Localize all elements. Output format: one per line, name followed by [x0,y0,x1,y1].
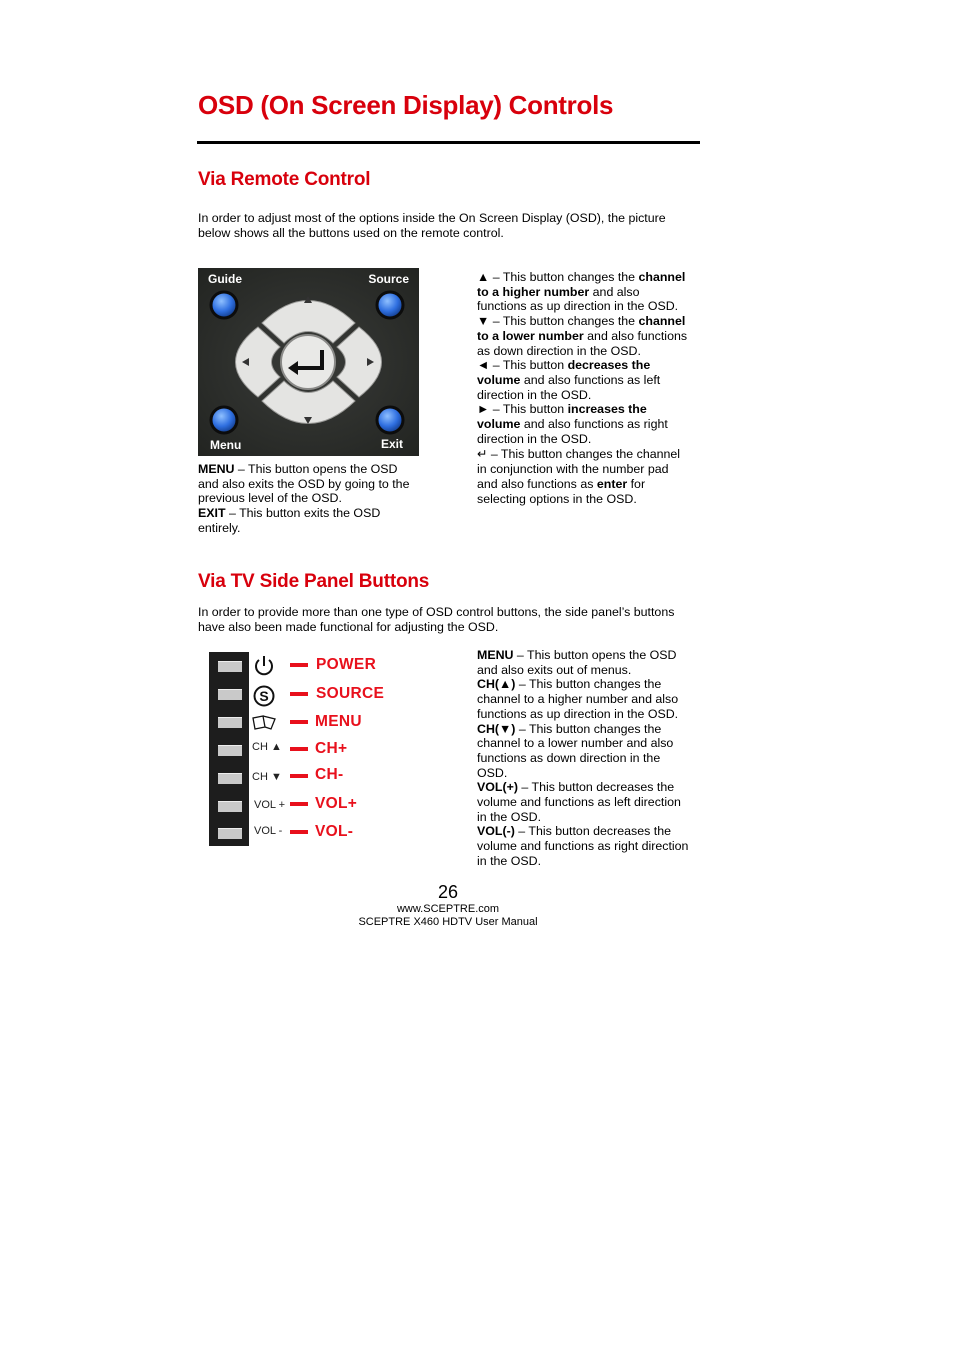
panel-section-heading: Via TV Side Panel Buttons [198,571,430,592]
menu-label-panel: MENU [315,713,362,730]
volup-label: VOL+ [315,795,358,812]
panel-intro: In order to provide more than one type of OSD control buttons, the side panel’s buttons have also been made functional for adjusting the OSD. [198,605,675,634]
remote-dpad-graphic [198,268,419,456]
chup-dash [290,747,308,751]
chdown-dash [290,774,308,778]
guide-button[interactable] [211,292,237,318]
svg-text:S: S [259,688,269,704]
footer-website: www.SCEPTRE.com [396,903,500,915]
volup-dash [290,802,308,806]
exit-button[interactable] [377,407,403,433]
chup-label: CH+ [315,740,348,757]
source-label-panel: SOURCE [316,685,385,702]
page-title: OSD (On Screen Display) Controls [198,90,614,120]
power-dash [290,663,308,667]
voldown-dash [290,830,308,834]
voldown-label: VOL- [315,823,354,840]
menu-button[interactable] [211,407,237,433]
menu-dash [290,720,308,724]
source-icon [252,684,276,708]
guide-label: Guide [208,272,243,286]
vol-up-icon: VOL + [254,799,286,811]
panel-volup-button[interactable] [218,801,242,812]
ch-down-icon: CH ▼ [252,771,282,783]
ch-up-icon: CH ▲ [252,741,282,753]
chdown-label: CH- [315,766,344,783]
power-icon [252,654,276,678]
panel-voldown-button[interactable] [218,828,242,839]
remote-section-heading: Via Remote Control [198,169,371,190]
menu-book-icon [251,713,279,733]
remote-right-description: ▲ – This button changes the channel to a higher number and also functions as up direction in the OSD. ▼ – This button changes the channel to a lower number and also functions as down direction in the OSD. ◄ – This button decreases the volume and also functions as left direction in the OSD. ► – This button increases the volume and also functions as right direction in the OSD. ↵ – This button changes the channel in conjunction with the number pad and also functions as enter for selecting options in the OSD. [477,270,688,506]
remote-left-description: MENU – This button opens the OSD and also exits the OSD by going to the previous level of the OSD. EXIT – This button exits the OSD entirely. [198,462,410,535]
footer-manual-title: SCEPTRE X460 HDTV User Manual [358,916,538,928]
source-dash [290,692,308,696]
side-panel-image [209,652,249,846]
source-button[interactable] [377,292,403,318]
panel-power-button[interactable] [218,661,242,672]
source-label: Source [368,272,409,286]
panel-menu-button[interactable] [218,717,242,728]
exit-label: Exit [380,437,403,451]
power-label: POWER [316,656,377,673]
remote-control-image [198,268,419,456]
panel-source-button[interactable] [218,689,242,700]
panel-chdown-button[interactable] [218,773,242,784]
title-divider [197,141,700,144]
enter-button[interactable] [281,335,335,389]
remote-intro: In order to adjust most of the options inside the On Screen Display (OSD), the picture below shows all the buttons used on the remote control. [198,211,666,240]
panel-right-description: MENU – This button opens the OSD and also exits out of menus. CH(▲) – This button changes the channel to a higher number and also functions as up direction in the OSD. CH(▼) – This button changes the channel to a lower number and also functions as down direction in the OSD. VOL(+) – This button decreases the volume and functions as left direction in the OSD. VOL(-) – This button decreases the volume and functions as right direction in the OSD. [477,648,689,868]
menu-label: Menu [210,438,242,452]
page-number: 26 [437,882,459,902]
panel-chup-button[interactable] [218,745,242,756]
vol-down-icon: VOL - [254,825,283,837]
